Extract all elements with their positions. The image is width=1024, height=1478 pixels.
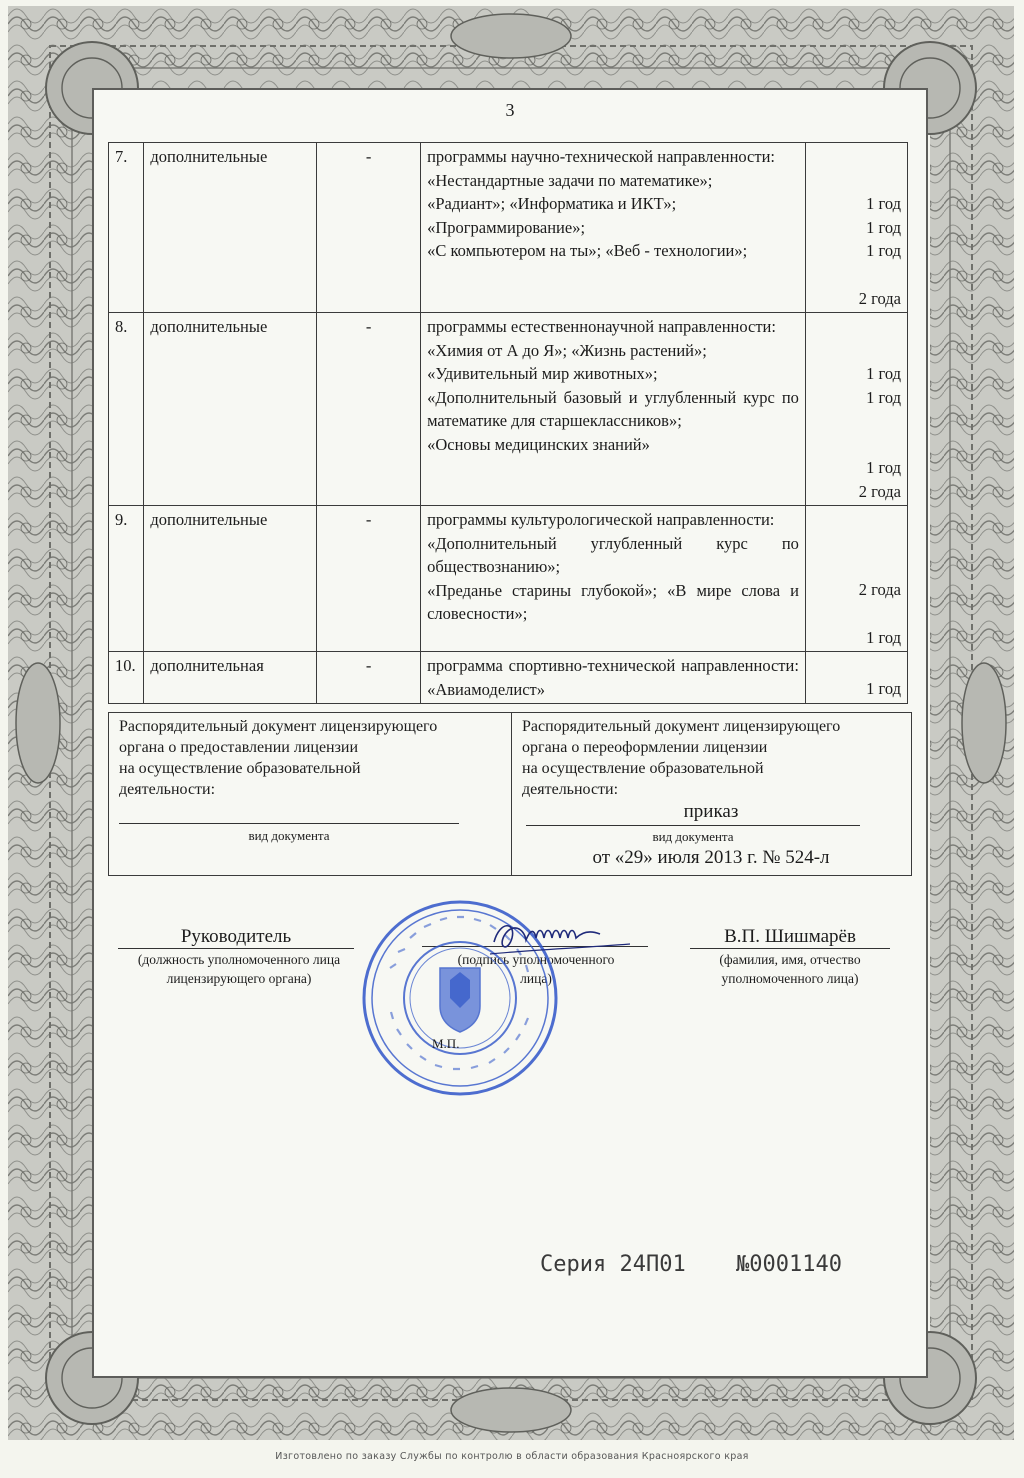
program-term <box>805 143 907 313</box>
programs-table <box>108 142 908 704</box>
reissue-order-column <box>512 713 910 875</box>
desc-line: «Преданье старины глубокой»; «В мире слова и словесности»; <box>427 580 799 623</box>
series-label: Серия 24П01 <box>540 1252 686 1277</box>
position-line <box>118 948 354 949</box>
term-value: 1 год <box>866 241 901 260</box>
document-type-caption: вид документа <box>248 828 330 843</box>
term-value: 1 год <box>866 458 901 477</box>
term-value: 1 год <box>866 387 901 407</box>
position-caption <box>110 950 368 988</box>
table-row <box>109 313 908 506</box>
row-number: 8. <box>109 313 144 506</box>
desc-line: «Удивительный мир животных»; <box>427 364 658 383</box>
program-level: дополнительная <box>144 652 317 704</box>
term-value: 1 год <box>866 627 901 647</box>
reissue-order-heading-line: деятельности: <box>522 781 619 798</box>
row-number: 10. <box>109 652 144 704</box>
program-description <box>421 652 806 704</box>
program-dash: - <box>317 143 421 313</box>
reissue-order-heading-line: Распорядительный документ лицензирующего <box>522 718 841 735</box>
program-description <box>421 506 806 652</box>
term-value: 2 года <box>858 288 901 308</box>
desc-line: программа спортивно-технической направленности: «Авиамоделист» <box>427 656 799 699</box>
grant-order-column <box>109 713 512 875</box>
desc-line: программы научно-технической направленности: <box>427 147 776 166</box>
program-dash: - <box>317 652 421 704</box>
grant-order-heading-line: органа о предоставлении лицензии <box>119 739 359 756</box>
term-value: 2 года <box>858 481 901 501</box>
order-date-number: от «29» июля 2013 г. № 524-л <box>592 847 830 868</box>
desc-line: «Нестандартные задачи по математике»; <box>427 170 713 190</box>
desc-line: «Дополнительный базовый и углубленный курс по математике для старшеклассников»; <box>427 387 799 430</box>
program-dash: - <box>317 313 421 506</box>
grant-order-heading-line: деятельности: <box>119 781 216 798</box>
caption-line: (должность уполномоченного лица <box>137 952 341 967</box>
footer-note: Изготовлено по заказу Службы по контролю в области образования Красноярского края <box>275 1451 749 1462</box>
program-description <box>421 313 806 506</box>
table-row <box>109 652 908 704</box>
program-term <box>805 652 907 704</box>
form-number: №0001140 <box>736 1252 842 1277</box>
term-value: 2 года <box>858 580 901 599</box>
caption-line: (подпись уполномоченного <box>457 952 615 967</box>
row-number: 7. <box>109 143 144 313</box>
desc-line: «Дополнительный углубленный курс по обществознанию»; <box>427 533 799 576</box>
desc-line: «Химия от А до Я»; «Жизнь растений»; <box>427 340 707 360</box>
desc-line: «Радиант»; «Информатика и ИКТ»; <box>427 194 677 213</box>
grant-order-heading-line: на осуществление образовательной <box>119 760 361 777</box>
orders-block <box>108 712 912 876</box>
program-term <box>805 313 907 506</box>
program-level: дополнительные <box>144 506 317 652</box>
name-caption <box>680 950 900 988</box>
page-number: 3 <box>505 100 515 120</box>
table-row <box>109 506 908 652</box>
desc-line: программы естественнонаучной направленности: <box>427 317 776 336</box>
caption-line: лица) <box>520 971 552 986</box>
signer-name: В.П. Шишмарёв <box>724 926 856 947</box>
term-value: 1 год <box>866 217 901 237</box>
caption-line: (фамилия, имя, отчество <box>719 952 861 967</box>
table-row <box>109 143 908 313</box>
term-value: 1 год <box>866 679 901 698</box>
desc-line: «С компьютером на ты»; «Веб - технологии»; <box>427 241 748 260</box>
row-number: 9. <box>109 506 144 652</box>
term-value: 1 год <box>866 364 901 383</box>
program-level: дополнительные <box>144 313 317 506</box>
reissue-order-heading-line: органа о переоформлении лицензии <box>522 739 768 756</box>
program-level: дополнительные <box>144 143 317 313</box>
document-type-caption: вид документа <box>652 829 734 844</box>
program-dash: - <box>317 506 421 652</box>
document-type-value: приказ <box>683 801 739 822</box>
name-line <box>690 948 890 949</box>
desc-line: «Основы медицинских знаний» <box>427 434 650 454</box>
program-description <box>421 143 806 313</box>
grant-order-heading-line: Распорядительный документ лицензирующего <box>119 718 438 735</box>
term-value: 1 год <box>866 194 901 213</box>
reissue-order-heading-line: на осуществление образовательной <box>522 760 764 777</box>
stamp-mark-text: М.П. <box>432 1036 460 1051</box>
document-type-line <box>119 823 459 824</box>
handwritten-signature <box>480 912 640 968</box>
program-term <box>805 506 907 652</box>
signer-position: Руководитель <box>180 926 292 947</box>
caption-line: уполномоченного лица) <box>721 971 859 986</box>
desc-line: программы культурологической направленности: <box>427 510 775 529</box>
desc-line: «Программирование»; <box>427 217 586 237</box>
caption-line: лицензирующего органа) <box>166 971 312 986</box>
